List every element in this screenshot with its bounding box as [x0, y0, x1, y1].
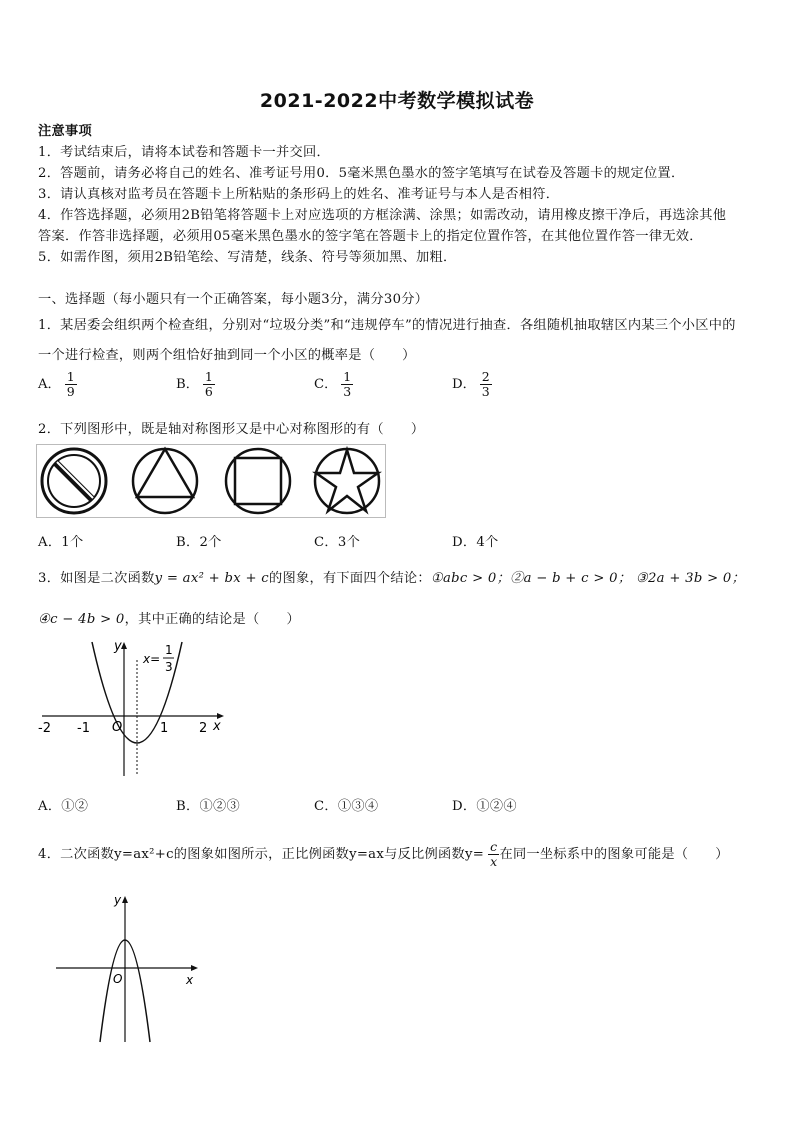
q3-option-a: A．①②: [38, 799, 89, 814]
q4-y-arrow: [122, 896, 128, 903]
figure-circle-with-bar: [42, 449, 106, 513]
q2-option-b: B．2个: [176, 535, 222, 550]
q3-y-label: y: [114, 639, 122, 654]
q3-sym-label: x=: [143, 652, 161, 666]
notice-item-5: 5．如需作图，须用2B铅笔绘、写清楚，线条、符号等须加黑、加粗．: [38, 250, 457, 265]
q4-y-label: y: [114, 893, 122, 907]
q2-figures: [36, 444, 386, 518]
q3-origin: O: [112, 720, 123, 735]
q3-tick-neg2: -2: [38, 721, 51, 736]
notice-item-4: 4．作答选择题，必须用2B铅笔将答题卡上对应选项的方框涂满、涂黑；如需改动，请用橡皮擦干净后，再选涂其他: [38, 208, 727, 223]
q3-x-label: x: [213, 719, 221, 734]
q3-tick-2: 2: [199, 721, 208, 736]
q1-option-d: D． $\frac{2}{3}$: [452, 369, 490, 399]
q3-sym-num: 1: [165, 643, 173, 657]
q3-sym-den: 3: [165, 660, 173, 674]
figure-circle-with-star: [315, 449, 379, 513]
figure-circle-with-triangle: [133, 449, 197, 513]
q3-graph: [36, 636, 236, 782]
notice-item-4-cont: 答案．作答非选择题，必须用05毫米黑色墨水的签字笔在答题卡上的指定位置作答，在其他位置作答一律无效．: [38, 229, 703, 244]
q1-stem-line1: 1．某居委会组织两个检查组，分别对“垃圾分类”和“违规停车”的情况进行抽查．各组随机抽取辖区内某三个小区中的: [38, 318, 736, 333]
q3-option-b: B．①②③: [176, 799, 240, 814]
q3-tick-1: 1: [160, 721, 169, 736]
q2-option-c: C．3个: [314, 535, 361, 550]
q4-graph: [52, 890, 204, 1050]
q2-option-a: A．1个: [38, 535, 84, 550]
q4-stem: 4．二次函数y=ax²+c的图象如图所示，正比例函数y=ax与反比例函数y= $\frac{c}{x}$ 在同一坐标系中的图象可能是（ ）: [38, 839, 729, 869]
page-title: 2021-2022中考数学模拟试卷: [259, 90, 535, 112]
q1-option-b: B． $\frac{1}{6}$: [176, 369, 213, 399]
figure-circle-with-square: [226, 449, 290, 513]
notice-item-1: 1．考试结束后，请将本试卷和答题卡一并交回．: [38, 145, 330, 160]
q1-stem-line2: 一个进行检查，则两个组恰好抽到同一个小区的概率是（ ）: [38, 348, 416, 363]
q3-option-c: C．①③④: [314, 799, 379, 814]
q3-option-d: D．①②④: [452, 799, 517, 814]
q3-stem-line1: 3．如图是二次函数y = ax² + bx + c的图象，有下面四个结论：①abc > 0；②a − b + c > 0； ③2a + 3b > 0；: [38, 571, 746, 586]
q2-option-d: D．4个: [452, 535, 499, 550]
notice-item-3: 3．请认真核对监考员在答题卡上所粘贴的条形码上的姓名、准考证号与本人是否相符．: [38, 187, 560, 202]
q3-tick-neg1: -1: [77, 721, 90, 736]
q1-option-c: C． $\frac{1}{3}$: [314, 369, 352, 399]
q3-stem-line2: ④c − 4b > 0，其中正确的结论是（ ）: [38, 612, 300, 627]
q3-y-arrow: [121, 642, 127, 649]
notice-heading: 注意事项: [38, 124, 92, 139]
q1-option-a: A． $\frac{1}{9}$: [38, 369, 75, 399]
q4-x-arrow: [191, 965, 198, 971]
q2-stem: 2．下列图形中，既是轴对称图形又是中心对称图形的有（ ）: [38, 422, 425, 437]
section-heading: 一、选择题（每小题只有一个正确答案，每小题3分，满分30分）: [38, 292, 429, 307]
notice-item-2: 2．答题前，请务必将自己的姓名、准考证号用0．5毫米黑色墨水的签字笔填写在试卷及答题卡的规定位置．: [38, 166, 685, 181]
q4-origin: O: [113, 972, 123, 986]
q4-x-label: x: [186, 973, 194, 987]
